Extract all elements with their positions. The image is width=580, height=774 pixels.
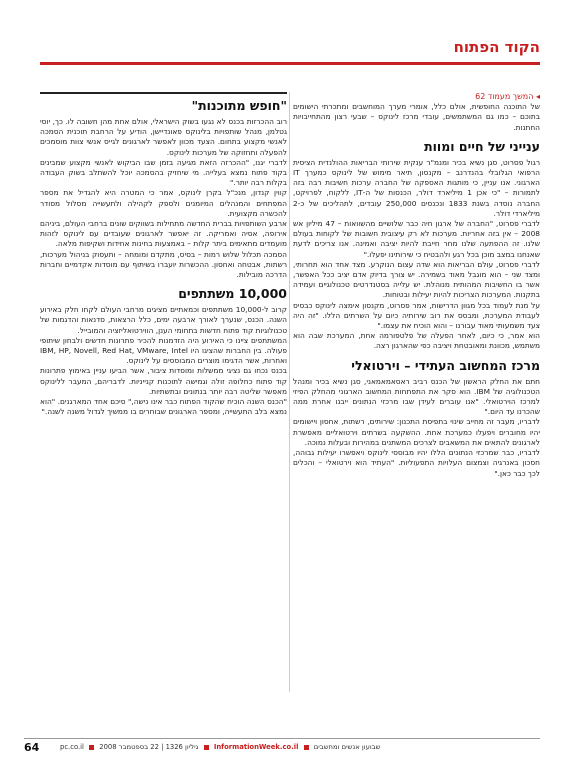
subheading-freedom: "חופש מתוכנות" xyxy=(191,98,287,113)
body-paragraph: לדבריו, מעבר זה מחייב שינוי בתפיסת התכנון: שירותים, רשתות, אחסון ויישומים יהיו מחוברים ויפעלו כמערכת אחת. ההשקעה בשרתים וירטואליים מאפשרת לארגונים להתאים את המשאבים לצרכים המשתנים במהירות ובעלות נמוכה. xyxy=(293,417,540,447)
left-column xyxy=(40,92,287,417)
bullet-icon xyxy=(204,745,209,750)
body-paragraph: לדבריו, כבר שמרכזי הנתונים הללו יהיו מבוססי לינוקס ויאפשרו יעילות גבוהה, חסכון באנרגיה וצמצום העלויות התפעוליות. "העתיד הוא וירטואלי – והכלים לכך כבר כאן." xyxy=(293,448,540,478)
body-paragraph: רגול פסרוט, סגן נשיא בכיר ומנמ"ר ענקית שירותי הבריאות ההולנדית הציסית הרפואי הגלובלי בהנדרנב – מקנסון, תיאר מימוש של לינוקס כמערך IT הארגוני. אנו עניין, כי מותגות האספקה של החברה ערכות חשיבות רבה בזה לתמורות – "כי אכן 1 מיליארד דולר, הכנסות של ה-IT, ללקוח, לפרויקט, החברה נוסדה בשנת 1833 ונכנסים 250,000 עובדים, לתהליכים של כ-2 מיליארדי דולר. xyxy=(293,157,540,218)
continued-text: המשך מעמוד 62 xyxy=(475,92,534,101)
body-paragraph: המשתתפים ציינו כי האירוע היה הזדמנות להכיר פתרונות חדשים ולבחון שיתופי פעולה. בין החברות שהציגו היו IBM, HP, Novell, Red Hat, VMware, Intel ואחרות, אשר הדגימו מוצרים המבוססים על לינוקס. xyxy=(40,335,287,366)
footer-brand[interactable]: InformationWeek.co.il xyxy=(213,743,299,751)
body-paragraph: הסמכה תכלול שלוש רמות – בסיס, מתקדם ומומחה – ותעסוק בניהול מערכות, רשתות, אבטחה ואחסון. ההכשרות יועברו בשיתוף עם מוסדות אקדמיים וחברות הדרכה מובילות. xyxy=(40,249,287,280)
footer-credits xyxy=(60,743,380,751)
continued-from-label xyxy=(293,92,540,102)
body-paragraph: "הכנס השנה הוכיח שהקוד הפתוח כבר אינו נישה," סיכם אחד המארגנים. "הוא נמצא בלב התעשייה, ומספר הארגונים שבוחרים בו ממשיך לגדול משנה לשנה." xyxy=(40,397,287,417)
body-paragraph: הוא אמר, כי כיום, לאחר הפעלה של פלטפורמה אחת, המערכת שבה הוא משתמש, מכוונת ומאובטחת ויציבה כפי שהארגון רצה. xyxy=(293,331,540,351)
body-paragraph: בכנס נכחו גם נציגי ממשלות ומוסדות ציבור, אשר הביעו עניין באימוץ פתרונות קוד פתוח כחלופה זולה וגמישה לתוכנות קנייניות. לדבריהם, המעבר ללינוקס מאפשר שליטה רבה יותר בנתונים ובתשתיות. xyxy=(40,366,287,396)
body-paragraph: לדברי יגנו, "ההכרזה הזאת מגיעה בזמן שבו הביקוש לאנשי מקצוע שמבינים בקוד פתוח נמצא בעלייה. מי שיחזיק בהסמכה יוכל להשתלב בשוק העבודה בקלות רבה יותר." xyxy=(40,157,287,188)
subheading-life-and-death: ענייני של חיים ומוות xyxy=(424,138,540,154)
right-column xyxy=(293,92,540,479)
body-paragraph: ארבע השותפויות בברית החדשה מתחילות בשווקים שונים ברחבי העולם, ביניהם אירופה, אסיה ואמריקה. זה יאפשר לארגונים שעובדים עם לינוקס לזהות מועמדים מתאימים ביתר קלות – באמצעות בחינות אחידות ושקיפות מלאה. xyxy=(40,219,287,249)
intro-paragraph: של התוכנה החופשית, אולם כלל, אומרי מערך המוחשבים ומתכרתי הישומים בתוכם – כמו גם המשתמשים, עובדי מרכז לינוקס – שבעי רצון מהתחייבויות החתנות. xyxy=(293,102,540,132)
body-paragraph: חתם את החלק הראשון של הכנס רביב ראסאמאמאני, סגן נשיא בכיר ומנהל הטכנולוגיה של IBM. הוא סקר את התפתחות המחשוב הארגוני מהחלק הפיזי למרכז הוירטואלי. "אנו עוברים לעידן שבו מרכזי הנתונים ייבנו אחרת ממה שהכרנו עד היום." xyxy=(293,376,540,417)
footer-rule xyxy=(24,738,540,739)
column-divider xyxy=(289,92,290,692)
arrow-left-icon: ◂ xyxy=(535,92,540,101)
bullet-icon xyxy=(89,745,94,750)
subheading-attendees: 10,000 משתתפים xyxy=(178,286,287,302)
body-paragraph: על מנת לעמוד בכל מגוון הדרישות, אמר פסרוט, מקנסון אימצה לינוקס כבסיס לעבודת המערכת, ומבסס את רוב שירותיה כיום על השרתים הללו. "זה היה צעד משמעותי מאוד עבורנו – והוא הוכיח את עצמו." xyxy=(293,300,540,331)
page-number: 64 xyxy=(24,741,40,754)
footer-site[interactable]: pc.co.il xyxy=(60,743,84,751)
body-paragraph: לדברי פסרוט, "החברה של ארגון חיה כבר שלושיים מהשוואות – 47 מיליון אש 2008 – אין בזה אחריות. מערכות לא רק עיצובית חשובות של לקוחות בעולם שלנו. זה ההפתעה שלנו מחר חייבת להיות יציבה ואמינה. אנו צריכים לדעת שאנחנו במצב מוכן בכל רגע ולהבטיח כי שירותינו יפעלו." xyxy=(293,219,540,259)
body-paragraph: רוב ההכרזות בכנס לא נגעו בשוק הישראלי, אולם אחת מהן חשובה לו. כך, יוסי גטלמן, מנהל שותפויות בלינוקס פאונדיישן, הודיע על הרחבת תוכנית הסמכה לאנשי מקצוע בתחום. הצעד מכוון לאפשר לארגונים לגייס אנשי צוות מוסמכים להפעלה ותחזוקה של מערכות לינוקס. xyxy=(40,117,287,157)
footer-date: גיליון 1326 | 22 בספטמבר 2008 xyxy=(99,743,199,751)
header-rule xyxy=(40,62,540,65)
subheading-virtual-datacenter: מרכז המחשוב העתידי – וירטואלי xyxy=(351,357,540,373)
section-title: הקוד הפתוח xyxy=(453,38,540,56)
body-paragraph: לדברי פסרוט, עולם הבריאות הוא שדה עצום הנוקרע. מצד אחד הוא תחרותי, ומצד שני – הוא מוגבל מאוד בשמירה. יש צורך בדיוק אדם יציב ככל האפשר, אשר בו החשיבות המהותית מנוהלת. יש עלייה בסטנדרטים טכנולוגיים ועמידה בתקנות. המערכות הצריכות להיות יעילות ובטוחות. xyxy=(293,259,540,300)
body-paragraph: קווין קנדון, מנכ"ל בקרן לינוקס, אמר כי המטרה היא להגדיל את מספר המפתחים והמנהלים המיומנים ולספק לקהילה ולתעשייה מסלול מסודר להכשרה מקצועית. xyxy=(40,188,287,218)
bullet-icon xyxy=(304,745,309,750)
footer-issue: שבועון אנשים ומחשבים xyxy=(313,743,381,751)
body-paragraph: קרוב ל-10,000 משתתפים וכמאתיים מציגים מרחבי העולם לקחו חלק באירוע השנה. הכנס, שנערך לאורך ארבעה ימים, כלל הרצאות, סדנאות והדגמות של טכנולוגיות קוד פתוח חדשות בתחומי הענן, הווירטואליזציה והמובייל. xyxy=(40,305,287,335)
